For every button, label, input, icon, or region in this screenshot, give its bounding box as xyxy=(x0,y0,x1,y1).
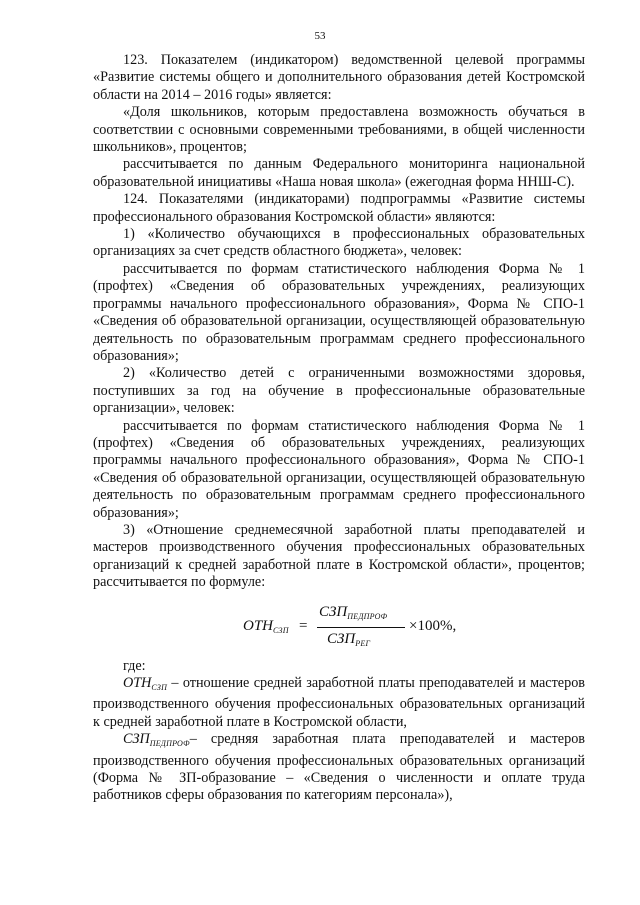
definition-subscript: СЗП xyxy=(151,683,168,692)
definition-symbol: СЗП xyxy=(123,731,150,748)
formula-denominator-symbol: СЗП xyxy=(327,630,356,647)
paragraph: рассчитывается по формам статистического наблюдения Форма № 1 (профтех) «Сведения об образовательных учреждениях, реализующих программы начального профессионального образования», Форма № СПО-1 «Сведения об образовательной организации, осуществляющей образовательную деятельность по образовательным программам среднего профессионального образования»; xyxy=(93,417,585,521)
where-label: где: xyxy=(123,657,146,674)
paragraph: рассчитывается по данным Федерального мониторинга национальной образовательной инициативы «Наша новая школа» (ежегодная форма ННШ-С). xyxy=(93,156,585,190)
formula-equals: = xyxy=(299,617,308,634)
paragraph: 3) «Отношение среднемесячной заработной платы преподавателей и мастеров производственного обучения профессиональных образовательных организаций к средней заработной плате в Костромской области», процентов; рассчитывается по формуле: xyxy=(93,521,585,591)
paragraph: 2) «Количество детей с ограниченными возможностями здоровья, поступивших за год на обучение в профессиональные образовательные организации», человек: xyxy=(93,365,585,417)
definition xyxy=(93,731,585,805)
definition xyxy=(93,675,585,731)
formula-denominator xyxy=(327,631,370,652)
formula-lhs-subscript: СЗП xyxy=(273,625,289,635)
formula xyxy=(93,604,585,652)
formula-denominator-subscript: РЕГ xyxy=(355,638,371,648)
paragraph: рассчитывается по формам статистического наблюдения Форма № 1 (профтех) «Сведения об образовательных учреждениях, реализующих программы начального профессионального образования», Форма № СПО-1 «Сведения об образовательной организации, осуществляющей образовательную деятельность по образовательным программам среднего профессионального образования»; xyxy=(93,260,585,364)
formula-numerator xyxy=(319,604,387,625)
paragraph: 1) «Количество обучающихся в профессиональных образовательных организациях за счет средств областного бюджета», человек: xyxy=(93,226,585,260)
paragraph: «Доля школьников, которым предоставлена возможность обучаться в соответствии с основными современными требованиями, в общей численности школьников», процентов; xyxy=(93,104,585,156)
page-number: 53 xyxy=(314,30,326,42)
fraction-bar xyxy=(317,627,405,628)
formula-numerator-subscript: ПЕДПРОФ xyxy=(347,611,388,621)
definition-text: – отношение средней заработной платы преподавателей и мастеров производственного обучения профессиональных образовательных организаций к средней заработной плате в Костромской области, xyxy=(93,675,585,730)
paragraph: 123. Показателем (индикатором) ведомственной целевой программы «Развитие системы общего и дополнительного образования детей Костромской области на 2014 – 2016 годы» является: xyxy=(93,52,585,103)
definition-subscript: ПЕДПРОФ xyxy=(149,739,190,749)
formula-lhs-symbol: ОТН xyxy=(243,617,274,634)
formula-multiplier: ×100%, xyxy=(409,617,457,634)
formula-lhs xyxy=(243,618,289,639)
definition-symbol: ОТН xyxy=(123,675,152,691)
document-body xyxy=(93,52,585,805)
formula-numerator-symbol: СЗП xyxy=(319,603,348,620)
definition-text: – средняя заработная плата преподавателей и мастеров производственного обучения профессиональных образовательных организаций (Форма № ЗП-образование – «Сведения о численности и оплате труда работников сферы образования по категориям персонала»), xyxy=(93,731,585,804)
paragraph: 124. Показателями (индикаторами) подпрограммы «Развитие системы профессионального образования Костромской области» являются: xyxy=(93,191,585,225)
